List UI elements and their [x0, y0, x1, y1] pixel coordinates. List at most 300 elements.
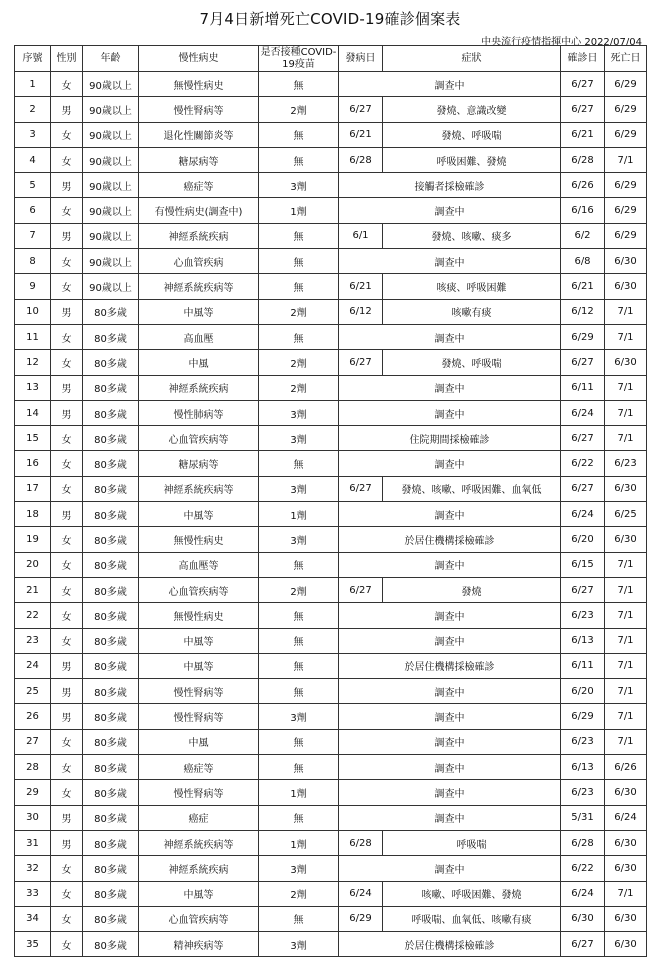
cell-sex: 女	[51, 274, 83, 299]
cell-symptom: 調查中	[339, 72, 561, 97]
cell-symptom: 呼吸困難、發燒	[383, 147, 561, 172]
cell-age: 80多歲	[83, 906, 139, 931]
cell-onset: 6/21	[339, 274, 383, 299]
cell-death: 6/30	[605, 906, 647, 931]
cell-vaccine: 無	[259, 552, 339, 577]
cell-death: 7/1	[605, 552, 647, 577]
cell-death: 6/29	[605, 97, 647, 122]
table-row	[15, 274, 647, 299]
cell-sex: 女	[51, 729, 83, 754]
cell-vaccine: 無	[259, 122, 339, 147]
cell-sex: 女	[51, 426, 83, 451]
cell-symptom: 呼吸喘、血氧低、咳嗽有痰	[383, 906, 561, 931]
cell-confirm: 6/26	[561, 173, 605, 198]
cell-confirm: 6/12	[561, 299, 605, 324]
cell-age: 80多歲	[83, 552, 139, 577]
cell-history: 精神疾病等	[139, 932, 259, 957]
cell-no: 6	[15, 198, 51, 223]
cell-vaccine: 無	[259, 324, 339, 349]
cell-age: 80多歲	[83, 603, 139, 628]
cell-history: 心血管疾病等	[139, 426, 259, 451]
cell-symptom: 調查中	[339, 780, 561, 805]
cell-confirm: 6/29	[561, 704, 605, 729]
cell-death: 7/1	[605, 147, 647, 172]
cell-history: 高血壓	[139, 324, 259, 349]
table-row	[15, 350, 647, 375]
table-body	[15, 72, 647, 957]
cell-no: 1	[15, 72, 51, 97]
cell-no: 27	[15, 729, 51, 754]
cell-sex: 女	[51, 881, 83, 906]
cell-no: 7	[15, 223, 51, 248]
cell-vaccine: 無	[259, 249, 339, 274]
cell-sex: 女	[51, 755, 83, 780]
table-row	[15, 173, 647, 198]
header-age: 年齡	[83, 46, 139, 72]
header-no: 序號	[15, 46, 51, 72]
cell-symptom: 調查中	[339, 249, 561, 274]
cell-onset: 6/1	[339, 223, 383, 248]
cell-confirm: 6/11	[561, 375, 605, 400]
cell-death: 6/30	[605, 527, 647, 552]
cell-no: 34	[15, 906, 51, 931]
cell-confirm: 6/22	[561, 451, 605, 476]
cell-vaccine: 2劑	[259, 881, 339, 906]
cell-vaccine: 無	[259, 653, 339, 678]
cell-history: 中風	[139, 729, 259, 754]
cell-death: 7/1	[605, 603, 647, 628]
cell-death: 7/1	[605, 426, 647, 451]
cell-sex: 女	[51, 577, 83, 602]
table-row	[15, 72, 647, 97]
cell-age: 90歲以上	[83, 249, 139, 274]
table-header-row	[15, 46, 647, 72]
cell-age: 80多歲	[83, 932, 139, 957]
cell-vaccine: 無	[259, 729, 339, 754]
cell-vaccine: 1劑	[259, 502, 339, 527]
cell-no: 4	[15, 147, 51, 172]
cell-history: 心血管疾病等	[139, 577, 259, 602]
cell-age: 80多歲	[83, 679, 139, 704]
cell-no: 31	[15, 830, 51, 855]
cell-no: 5	[15, 173, 51, 198]
cell-sex: 男	[51, 704, 83, 729]
cell-no: 10	[15, 299, 51, 324]
cell-death: 7/1	[605, 577, 647, 602]
cell-death: 7/1	[605, 653, 647, 678]
cell-history: 有慢性病史(調查中)	[139, 198, 259, 223]
cell-symptom: 調查中	[339, 198, 561, 223]
cell-no: 24	[15, 653, 51, 678]
cell-confirm: 5/31	[561, 805, 605, 830]
cell-age: 80多歲	[83, 502, 139, 527]
cell-age: 90歲以上	[83, 147, 139, 172]
cell-onset: 6/12	[339, 299, 383, 324]
cell-vaccine: 無	[259, 451, 339, 476]
cell-no: 21	[15, 577, 51, 602]
table-row	[15, 400, 647, 425]
cell-history: 中風等	[139, 628, 259, 653]
cell-age: 80多歲	[83, 755, 139, 780]
cell-sex: 女	[51, 527, 83, 552]
cell-no: 25	[15, 679, 51, 704]
cell-death: 7/1	[605, 729, 647, 754]
cell-sex: 女	[51, 324, 83, 349]
cell-age: 90歲以上	[83, 72, 139, 97]
cell-symptom: 調查中	[339, 502, 561, 527]
cell-vaccine: 1劑	[259, 780, 339, 805]
cell-confirm: 6/24	[561, 400, 605, 425]
cell-vaccine: 無	[259, 147, 339, 172]
cell-symptom: 於居住機構採檢確診	[339, 653, 561, 678]
cell-vaccine: 無	[259, 906, 339, 931]
cell-vaccine: 無	[259, 603, 339, 628]
cell-death: 6/24	[605, 805, 647, 830]
cell-death: 6/30	[605, 932, 647, 957]
cell-sex: 女	[51, 932, 83, 957]
cell-symptom: 住院期間採檢確診	[339, 426, 561, 451]
table-row	[15, 122, 647, 147]
cell-confirm: 6/11	[561, 653, 605, 678]
cell-onset: 6/27	[339, 97, 383, 122]
cell-age: 80多歲	[83, 628, 139, 653]
cell-no: 23	[15, 628, 51, 653]
cell-vaccine: 無	[259, 223, 339, 248]
cell-history: 中風等	[139, 299, 259, 324]
table-row	[15, 628, 647, 653]
cell-history: 癌症等	[139, 755, 259, 780]
cell-death: 6/29	[605, 223, 647, 248]
cell-no: 12	[15, 350, 51, 375]
cell-symptom: 於居住機構採檢確診	[339, 527, 561, 552]
header-confirm: 確診日	[561, 46, 605, 72]
cell-history: 心血管疾病	[139, 249, 259, 274]
table-row	[15, 906, 647, 931]
cell-no: 18	[15, 502, 51, 527]
cell-confirm: 6/20	[561, 679, 605, 704]
table-row	[15, 805, 647, 830]
cell-age: 80多歲	[83, 324, 139, 349]
cell-sex: 男	[51, 679, 83, 704]
cell-sex: 女	[51, 780, 83, 805]
cell-confirm: 6/23	[561, 729, 605, 754]
cell-symptom: 調查中	[339, 603, 561, 628]
source-line: 中央流行疫情指揮中心 2022/07/04	[481, 37, 642, 48]
cell-age: 80多歲	[83, 299, 139, 324]
cell-sex: 女	[51, 147, 83, 172]
cell-symptom: 發燒、呼吸喘	[383, 122, 561, 147]
cell-sex: 女	[51, 856, 83, 881]
cell-no: 3	[15, 122, 51, 147]
cell-age: 90歲以上	[83, 173, 139, 198]
cell-history: 慢性肺病等	[139, 400, 259, 425]
cell-sex: 女	[51, 198, 83, 223]
cell-vaccine: 3劑	[259, 527, 339, 552]
cell-no: 2	[15, 97, 51, 122]
cell-death: 7/1	[605, 400, 647, 425]
cell-history: 慢性腎病等	[139, 679, 259, 704]
cell-no: 9	[15, 274, 51, 299]
cell-symptom: 發燒、咳嗽、痰多	[383, 223, 561, 248]
cell-history: 神經系統疾病	[139, 856, 259, 881]
cell-history: 中風等	[139, 502, 259, 527]
cell-no: 15	[15, 426, 51, 451]
table-row	[15, 932, 647, 957]
cell-death: 6/30	[605, 274, 647, 299]
cell-symptom: 調查中	[339, 451, 561, 476]
cell-age: 80多歲	[83, 527, 139, 552]
cell-symptom: 調查中	[339, 375, 561, 400]
cell-onset: 6/24	[339, 881, 383, 906]
cell-vaccine: 無	[259, 628, 339, 653]
header-vaccine: 是否接種COVID-19疫苗	[259, 46, 339, 72]
cell-symptom: 調查中	[339, 400, 561, 425]
table-row	[15, 249, 647, 274]
cell-death: 6/26	[605, 755, 647, 780]
cell-history: 高血壓等	[139, 552, 259, 577]
cell-confirm: 6/16	[561, 198, 605, 223]
cell-vaccine: 3劑	[259, 173, 339, 198]
cell-onset: 6/27	[339, 577, 383, 602]
header-history: 慢性病史	[139, 46, 259, 72]
cell-sex: 女	[51, 628, 83, 653]
cell-sex: 男	[51, 653, 83, 678]
table-row	[15, 603, 647, 628]
cell-age: 80多歲	[83, 704, 139, 729]
table-row	[15, 97, 647, 122]
cell-history: 無慢性病史	[139, 527, 259, 552]
cell-symptom: 調查中	[339, 856, 561, 881]
cell-death: 6/30	[605, 350, 647, 375]
cell-history: 神經系統疾病等	[139, 274, 259, 299]
cell-confirm: 6/28	[561, 147, 605, 172]
cell-symptom: 調查中	[339, 729, 561, 754]
cell-confirm: 6/23	[561, 780, 605, 805]
table-row	[15, 299, 647, 324]
cell-confirm: 6/8	[561, 249, 605, 274]
cell-death: 6/30	[605, 476, 647, 501]
cell-sex: 男	[51, 223, 83, 248]
cell-vaccine: 3劑	[259, 476, 339, 501]
cell-death: 6/29	[605, 198, 647, 223]
cell-confirm: 6/13	[561, 755, 605, 780]
cell-no: 8	[15, 249, 51, 274]
table-row	[15, 653, 647, 678]
cell-symptom: 調查中	[339, 324, 561, 349]
cell-onset: 6/27	[339, 350, 383, 375]
table-row	[15, 552, 647, 577]
cell-sex: 男	[51, 97, 83, 122]
cell-sex: 男	[51, 173, 83, 198]
cell-death: 6/30	[605, 780, 647, 805]
table-row	[15, 755, 647, 780]
cell-no: 22	[15, 603, 51, 628]
table-row	[15, 223, 647, 248]
cell-sex: 男	[51, 400, 83, 425]
table-row	[15, 729, 647, 754]
cell-symptom: 調查中	[339, 679, 561, 704]
cell-age: 90歲以上	[83, 198, 139, 223]
cell-death: 6/29	[605, 72, 647, 97]
cell-death: 7/1	[605, 628, 647, 653]
cell-history: 慢性腎病等	[139, 704, 259, 729]
cell-death: 6/29	[605, 173, 647, 198]
cell-no: 19	[15, 527, 51, 552]
cell-vaccine: 無	[259, 72, 339, 97]
table-row	[15, 375, 647, 400]
cell-symptom: 調查中	[339, 805, 561, 830]
cell-symptom: 接觸者採檢確診	[339, 173, 561, 198]
cell-vaccine: 2劑	[259, 375, 339, 400]
cell-symptom: 調查中	[339, 552, 561, 577]
cell-confirm: 6/29	[561, 324, 605, 349]
cell-symptom: 發燒、呼吸喘	[383, 350, 561, 375]
cell-vaccine: 3劑	[259, 400, 339, 425]
cell-sex: 男	[51, 805, 83, 830]
cell-onset: 6/29	[339, 906, 383, 931]
cell-no: 11	[15, 324, 51, 349]
table-row	[15, 780, 647, 805]
cell-symptom: 發燒、意識改變	[383, 97, 561, 122]
cell-confirm: 6/27	[561, 426, 605, 451]
cell-vaccine: 無	[259, 805, 339, 830]
cell-symptom: 於居住機構採檢確診	[339, 932, 561, 957]
cell-history: 中風	[139, 350, 259, 375]
cell-symptom: 咳嗽、呼吸困難、發燒	[383, 881, 561, 906]
cell-confirm: 6/23	[561, 603, 605, 628]
cell-age: 80多歲	[83, 805, 139, 830]
cell-confirm: 6/21	[561, 122, 605, 147]
header-onset: 發病日	[339, 46, 383, 72]
table-row	[15, 577, 647, 602]
header-death: 死亡日	[605, 46, 647, 72]
cell-confirm: 6/15	[561, 552, 605, 577]
cell-confirm: 6/20	[561, 527, 605, 552]
table-row	[15, 881, 647, 906]
cell-death: 7/1	[605, 299, 647, 324]
cell-vaccine: 2劑	[259, 299, 339, 324]
cell-history: 慢性腎病等	[139, 97, 259, 122]
cell-no: 17	[15, 476, 51, 501]
cell-sex: 女	[51, 906, 83, 931]
cell-confirm: 6/27	[561, 72, 605, 97]
cell-history: 神經系統疾病	[139, 223, 259, 248]
cell-confirm: 6/24	[561, 502, 605, 527]
cell-age: 80多歲	[83, 729, 139, 754]
cell-sex: 女	[51, 72, 83, 97]
cell-death: 6/23	[605, 451, 647, 476]
cell-confirm: 6/2	[561, 223, 605, 248]
cell-history: 糖尿病等	[139, 451, 259, 476]
cell-age: 80多歲	[83, 577, 139, 602]
cell-symptom: 呼吸喘	[383, 830, 561, 855]
table-row	[15, 679, 647, 704]
cell-sex: 女	[51, 122, 83, 147]
cell-age: 80多歲	[83, 830, 139, 855]
cell-no: 14	[15, 400, 51, 425]
cell-symptom: 調查中	[339, 628, 561, 653]
cell-death: 6/25	[605, 502, 647, 527]
cell-sex: 男	[51, 502, 83, 527]
cell-onset: 6/28	[339, 147, 383, 172]
cell-confirm: 6/13	[561, 628, 605, 653]
cell-no: 13	[15, 375, 51, 400]
cell-symptom: 咳嗽有痰	[383, 299, 561, 324]
cell-vaccine: 無	[259, 755, 339, 780]
cell-sex: 女	[51, 249, 83, 274]
cell-vaccine: 無	[259, 274, 339, 299]
cell-death: 6/30	[605, 856, 647, 881]
cell-onset: 6/21	[339, 122, 383, 147]
cell-confirm: 6/27	[561, 476, 605, 501]
cell-sex: 男	[51, 830, 83, 855]
cell-symptom: 發燒、咳嗽、呼吸困難、血氧低	[383, 476, 561, 501]
cell-confirm: 6/28	[561, 830, 605, 855]
cell-vaccine: 2劑	[259, 97, 339, 122]
cell-onset: 6/28	[339, 830, 383, 855]
cell-confirm: 6/30	[561, 906, 605, 931]
cell-confirm: 6/24	[561, 881, 605, 906]
cell-vaccine: 2劑	[259, 577, 339, 602]
cell-sex: 女	[51, 451, 83, 476]
cell-history: 癌症	[139, 805, 259, 830]
cell-death: 6/29	[605, 122, 647, 147]
cell-age: 90歲以上	[83, 274, 139, 299]
table-row	[15, 451, 647, 476]
cell-age: 80多歲	[83, 653, 139, 678]
header-symptom: 症狀	[383, 46, 561, 72]
cell-no: 20	[15, 552, 51, 577]
cell-symptom: 調查中	[339, 755, 561, 780]
cell-death: 7/1	[605, 679, 647, 704]
cell-death: 7/1	[605, 375, 647, 400]
cell-sex: 女	[51, 552, 83, 577]
table-row	[15, 856, 647, 881]
cell-vaccine: 3劑	[259, 856, 339, 881]
cell-age: 80多歲	[83, 426, 139, 451]
table-row	[15, 198, 647, 223]
death-case-table	[14, 45, 647, 957]
cell-symptom: 發燒	[383, 577, 561, 602]
page-title: 7月4日新增死亡COVID-19確診個案表	[199, 10, 461, 28]
cell-history: 神經系統疾病等	[139, 476, 259, 501]
cell-sex: 女	[51, 476, 83, 501]
cell-vaccine: 1劑	[259, 830, 339, 855]
cell-death: 6/30	[605, 830, 647, 855]
cell-no: 32	[15, 856, 51, 881]
cell-onset: 6/27	[339, 476, 383, 501]
cell-no: 35	[15, 932, 51, 957]
cell-confirm: 6/27	[561, 97, 605, 122]
cell-history: 無慢性病史	[139, 603, 259, 628]
cell-symptom: 咳痰、呼吸困難	[383, 274, 561, 299]
cell-sex: 男	[51, 299, 83, 324]
cell-age: 90歲以上	[83, 97, 139, 122]
table-row	[15, 147, 647, 172]
cell-sex: 女	[51, 350, 83, 375]
cell-vaccine: 3劑	[259, 426, 339, 451]
cell-no: 29	[15, 780, 51, 805]
table-row	[15, 704, 647, 729]
cell-age: 80多歲	[83, 400, 139, 425]
cell-confirm: 6/27	[561, 577, 605, 602]
cell-history: 癌症等	[139, 173, 259, 198]
cell-death: 7/1	[605, 704, 647, 729]
cell-no: 28	[15, 755, 51, 780]
table-row	[15, 476, 647, 501]
cell-age: 80多歲	[83, 375, 139, 400]
cell-confirm: 6/21	[561, 274, 605, 299]
